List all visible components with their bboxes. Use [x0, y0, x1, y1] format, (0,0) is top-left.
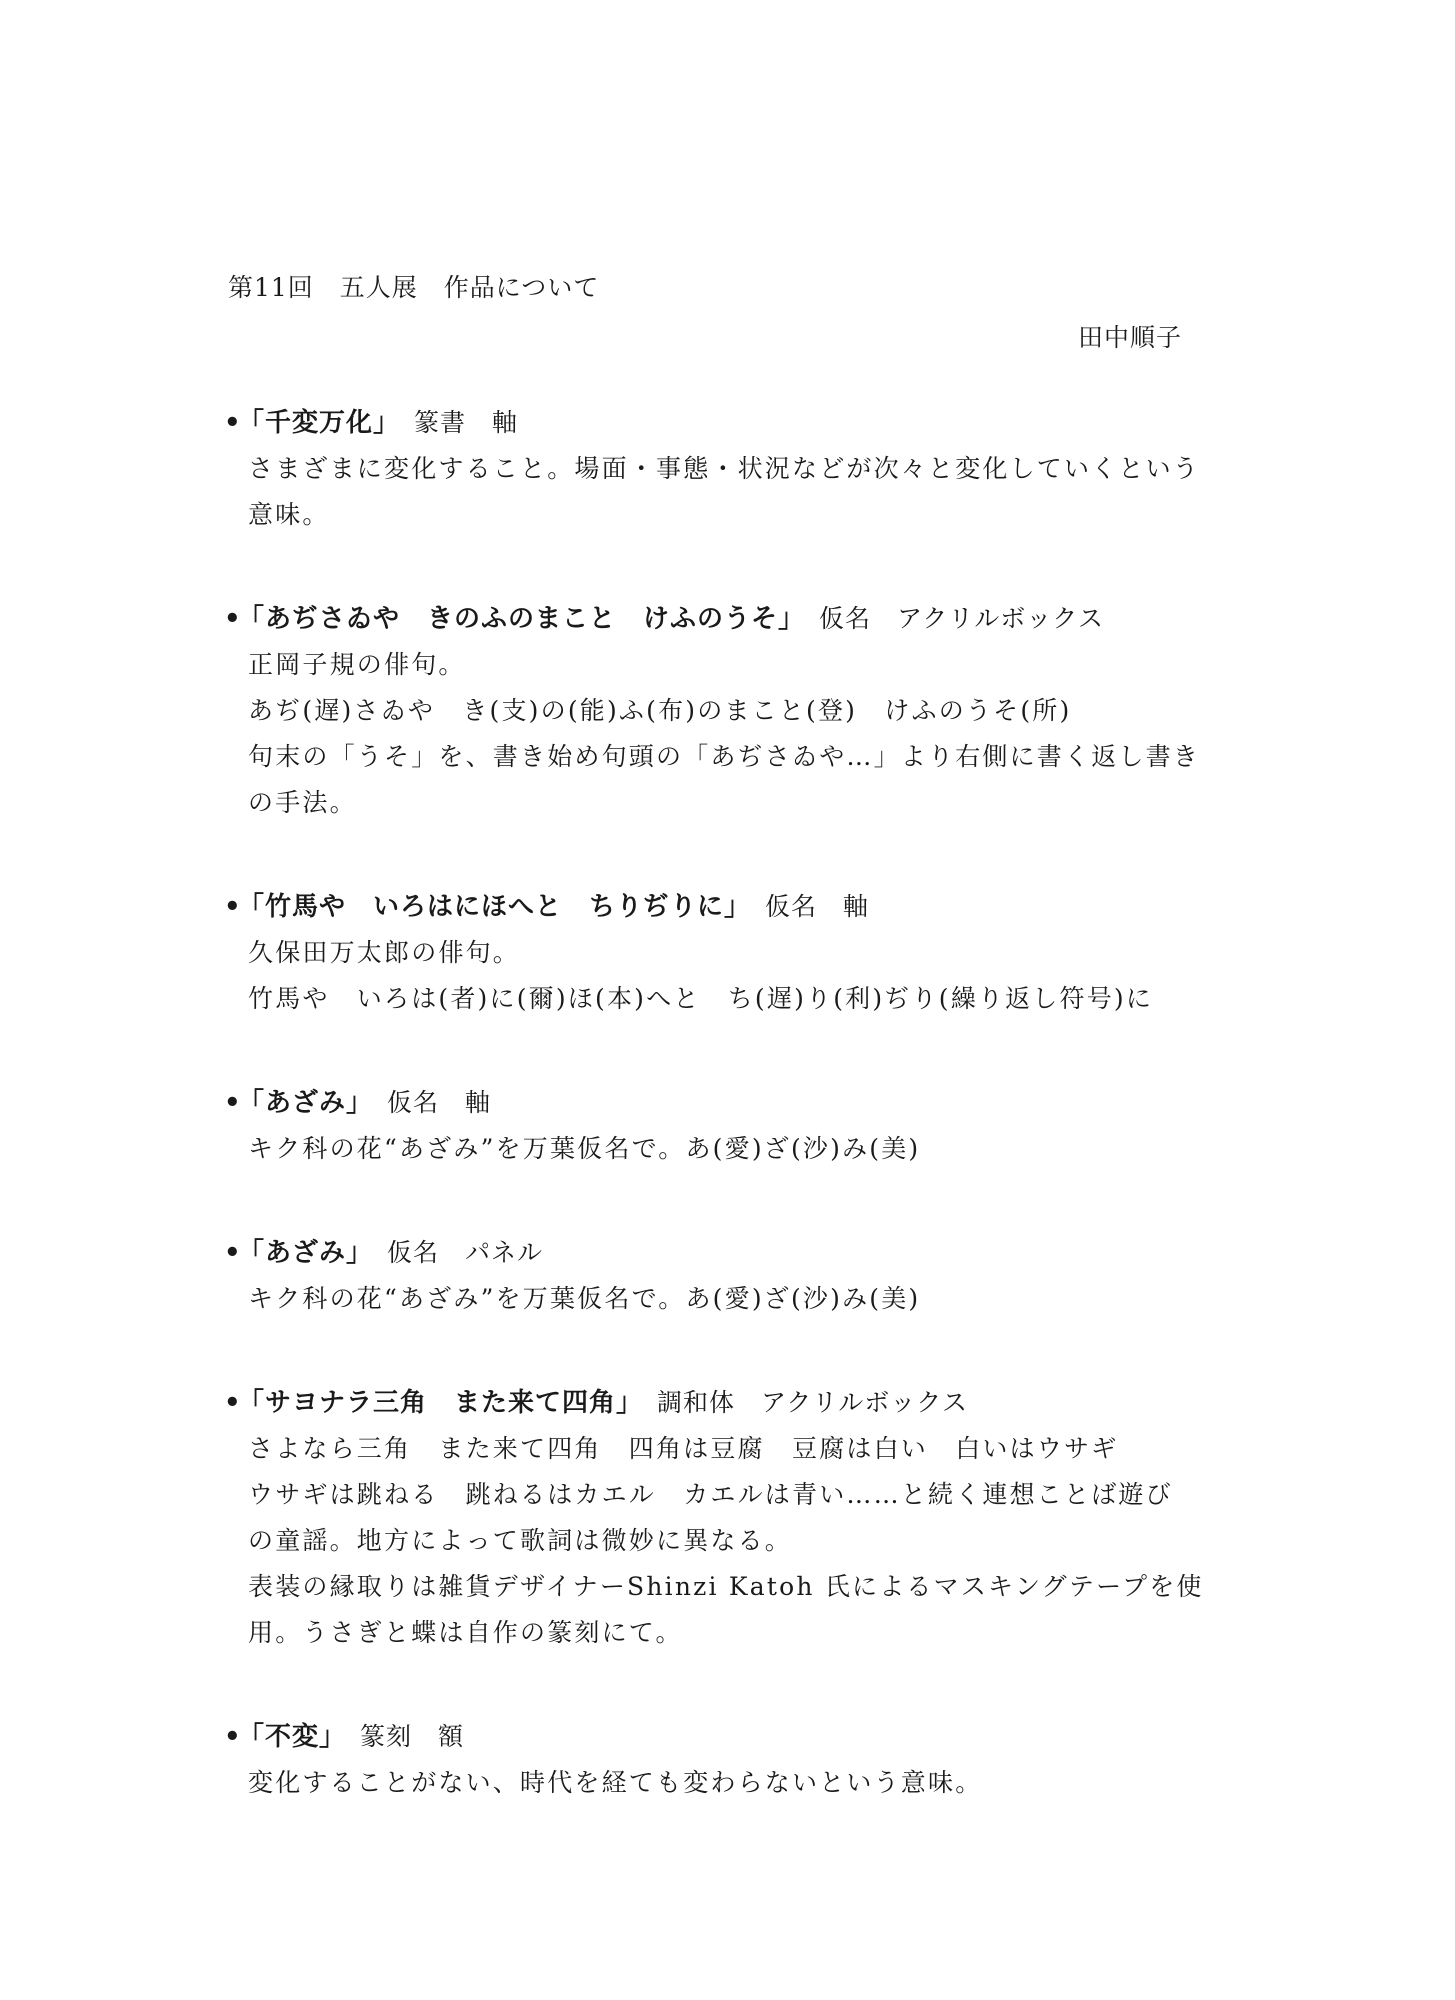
work-title: 「不変」 — [238, 1722, 334, 1752]
bullet-icon: • — [224, 604, 242, 634]
bullet-icon: • — [224, 1088, 242, 1118]
work-heading — [224, 1080, 1204, 1126]
work-list — [224, 400, 1204, 1864]
work-entry — [224, 1080, 1204, 1172]
description-line: 久保田万太郎の俳句。 — [248, 938, 521, 967]
bullet-icon: • — [224, 1388, 242, 1418]
work-heading — [224, 1714, 1204, 1760]
work-description — [224, 1126, 1204, 1172]
work-style-format: 調和体 アクリルボックス — [657, 1388, 969, 1417]
work-entry — [224, 1230, 1204, 1322]
work-description — [224, 1760, 1204, 1806]
description-line: 変化することがない、時代を経ても変わらないという意味。 — [248, 1768, 983, 1797]
work-title: 「サヨナラ三角 また来て四角」 — [238, 1388, 631, 1418]
work-style-format: 仮名 軸 — [765, 892, 870, 921]
work-title: 「千変万化」 — [238, 408, 388, 438]
work-style-format: 仮名 アクリルボックス — [819, 604, 1105, 633]
description-line: 正岡子規の俳句。 — [248, 650, 466, 679]
work-entry — [224, 596, 1204, 826]
work-style-format: 仮名 パネル — [387, 1238, 544, 1267]
bullet-icon: • — [224, 408, 242, 438]
work-style-format: 篆書 軸 — [414, 408, 519, 437]
document-title: 第11回 五人展 作品について — [228, 273, 600, 302]
work-title: 「竹馬や いろはにほへと ちりぢりに」 — [238, 892, 739, 922]
work-heading — [224, 884, 1204, 930]
work-heading — [224, 596, 1204, 642]
description-line: キク科の花“あざみ”を万葉仮名で。あ(愛)ざ(沙)み(美) — [248, 1284, 921, 1313]
description-line: さよなら三角 また来て四角 四角は豆腐 豆腐は白い 白いはウサギ — [248, 1434, 1119, 1463]
description-line: の童謡。地方によって歌詞は微妙に異なる。 — [248, 1526, 793, 1555]
description-line: の手法。 — [248, 788, 357, 817]
description-line: ウサギは跳ねる 跳ねるはカエル カエルは青い……と続く連想ことば遊び — [248, 1480, 1173, 1509]
description-line: 竹馬や いろは(者)に(爾)ほ(本)へと ち(遅)り(利)ぢり(繰り返し符号)に — [248, 984, 1154, 1013]
work-title: 「あざみ」 — [238, 1088, 361, 1118]
work-heading — [224, 400, 1204, 446]
work-title: 「あざみ」 — [238, 1238, 361, 1268]
description-line: 用。うさぎと蝶は自作の篆刻にて。 — [248, 1618, 683, 1647]
description-line: キク科の花“あざみ”を万葉仮名で。あ(愛)ざ(沙)み(美) — [248, 1134, 921, 1163]
description-line: 表装の縁取りは雑貨デザイナーShinzi Katoh 氏によるマスキングテープを使 — [248, 1572, 1204, 1601]
work-heading — [224, 1230, 1204, 1276]
bullet-icon: • — [224, 1238, 242, 1268]
work-heading — [224, 1380, 1204, 1426]
description-line: あぢ(遅)さゐや き(支)の(能)ふ(布)のまこと(登) けふのうそ(所) — [248, 696, 1072, 725]
bullet-icon: • — [224, 1722, 242, 1752]
work-description — [224, 642, 1204, 826]
work-description — [224, 1276, 1204, 1322]
description-line: 意味。 — [248, 500, 330, 529]
work-description — [224, 930, 1204, 1022]
work-entry — [224, 884, 1204, 1022]
work-entry — [224, 1714, 1204, 1806]
description-line: 句末の「うそ」を、書き始め句頭の「あぢさゐや…」より右側に書く返し書き — [248, 742, 1201, 771]
description-line: さまざまに変化すること。場面・事態・状況などが次々と変化していくという — [248, 454, 1201, 483]
work-entry — [224, 1380, 1204, 1656]
work-style-format: 篆刻 額 — [360, 1722, 465, 1751]
work-title: 「あぢさゐや きのふのまこと けふのうそ」 — [238, 604, 793, 634]
author-name: 田中順子 — [1077, 323, 1182, 352]
bullet-icon: • — [224, 892, 242, 922]
work-description — [224, 446, 1204, 538]
work-entry — [224, 400, 1204, 538]
work-description — [224, 1426, 1204, 1656]
work-style-format: 仮名 軸 — [387, 1088, 492, 1117]
